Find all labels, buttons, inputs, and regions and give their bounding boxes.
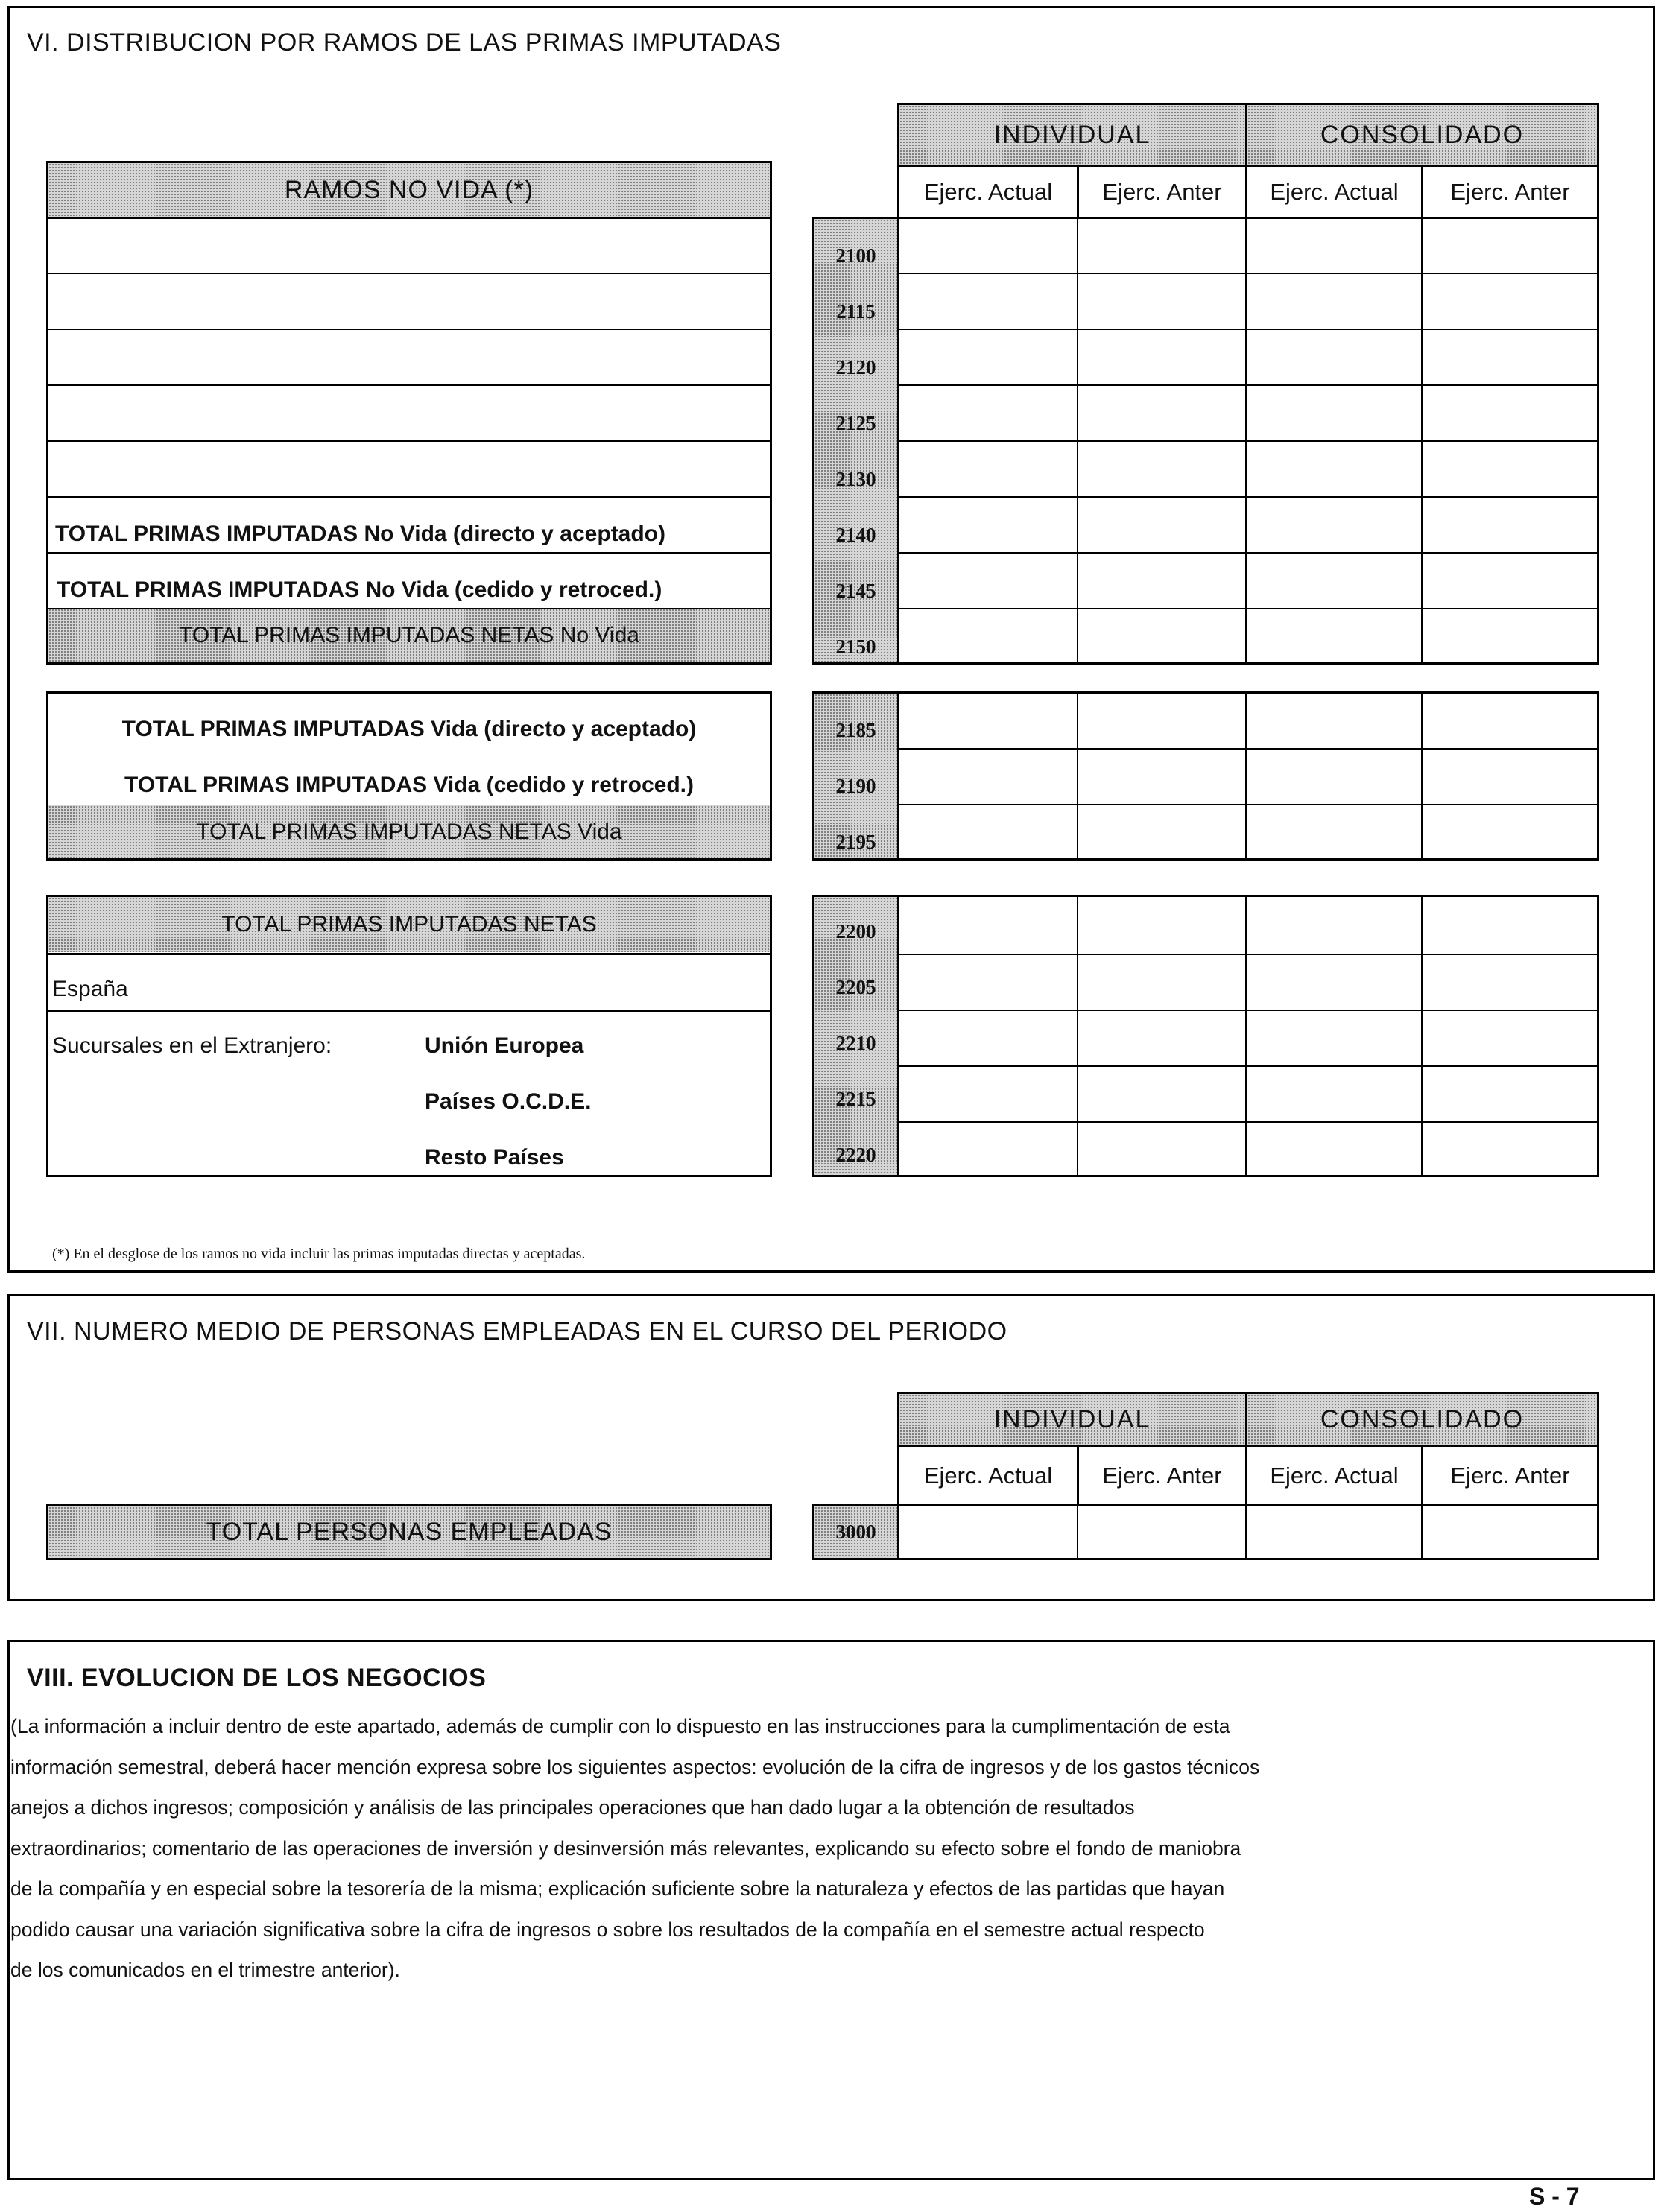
section-6-title: VI. DISTRIBUCION POR RAMOS DE LAS PRIMAS IMPUTADAS	[27, 28, 782, 57]
vida-value-grid	[897, 691, 1599, 861]
code-2125: 2125	[835, 412, 876, 434]
col-header-individual-actual: Ejerc. Actual	[897, 165, 1079, 219]
no-vida-value-grid	[897, 217, 1599, 665]
code-2145: 2145	[835, 580, 876, 602]
s7-col-individual-anter: Ejerc. Anter	[1077, 1445, 1247, 1506]
page-number: S - 7	[1529, 2183, 1580, 2210]
label-2145: TOTAL PRIMAS IMPUTADAS No Vida (cedido y retroced.)	[57, 577, 662, 602]
ramos-no-vida-header: RAMOS NO VIDA (*)	[46, 161, 772, 219]
code-2195: 2195	[835, 831, 876, 853]
total-personas-label: TOTAL PERSONAS EMPLEADAS	[46, 1504, 772, 1560]
s7-col-consolidado-anter: Ejerc. Anter	[1421, 1445, 1599, 1506]
code-2210: 2210	[835, 1032, 876, 1054]
evolucion-line: de la compañía y en especial sobre la tesorería de la misma; explicación suficiente sobre la naturaleza y efectos de las partidas que hayan	[10, 1877, 1225, 1900]
code-2120: 2120	[835, 356, 876, 378]
code-2150: 2150	[835, 636, 876, 658]
code-2200: 2200	[835, 920, 876, 942]
s7-col-consolidado-actual: Ejerc. Actual	[1245, 1445, 1423, 1506]
evolucion-line: información semestral, deberá hacer mención expresa sobre los siguientes aspectos: evolución de la cifra de ingresos y de los gastos técnicos	[10, 1755, 1260, 1778]
label-2190: TOTAL PRIMAS IMPUTADAS Vida (cedido y retroced.)	[124, 773, 694, 797]
s7-consolidado-header: CONSOLIDADO	[1245, 1392, 1599, 1447]
code-2190: 2190	[835, 775, 876, 797]
label-2140: TOTAL PRIMAS IMPUTADAS No Vida (directo y aceptado)	[55, 522, 665, 546]
label-espana: España	[52, 977, 128, 1001]
code-3000: 3000	[812, 1504, 899, 1560]
personas-value-row[interactable]	[897, 1504, 1599, 1560]
evolucion-line: (La información a incluir dentro de este apartado, además de cumplir con lo dispuesto en las instrucciones para la cumplimentación de esta	[10, 1715, 1230, 1737]
label-2185: TOTAL PRIMAS IMPUTADAS Vida (directo y aceptado)	[121, 717, 697, 741]
col-header-individual-anter: Ejerc. Anter	[1077, 165, 1247, 219]
consolidado-header: CONSOLIDADO	[1245, 103, 1599, 167]
col-header-consolidado-anter: Ejerc. Anter	[1421, 165, 1599, 219]
code-2220: 2220	[835, 1144, 876, 1166]
individual-header: INDIVIDUAL	[897, 103, 1247, 167]
s7-individual-header: INDIVIDUAL	[897, 1392, 1247, 1447]
label-sucursales: Sucursales en el Extranjero:	[52, 1033, 332, 1058]
evolucion-line: anejos a dichos ingresos; composición y análisis de las principales operaciones que han dado lugar a la obtención de resultados	[10, 1796, 1135, 1819]
code-2215: 2215	[835, 1088, 876, 1110]
s7-col-individual-actual: Ejerc. Actual	[897, 1445, 1079, 1506]
label-resto-paises: Resto Países	[425, 1145, 564, 1170]
code-2130: 2130	[835, 468, 876, 490]
label-paises-ocde: Países O.C.D.E.	[425, 1089, 592, 1114]
code-2115: 2115	[836, 300, 876, 323]
label-2150: TOTAL PRIMAS IMPUTADAS NETAS No Vida	[48, 609, 770, 662]
section-8-title: VIII. EVOLUCION DE LOS NEGOCIOS	[27, 1664, 487, 1692]
label-2200: TOTAL PRIMAS IMPUTADAS NETAS	[48, 897, 770, 952]
evolucion-line: extraordinarios; comentario de las operaciones de inversión y desinversión más relevantes, explicando su efecto sobre el fondo de maniobra	[10, 1837, 1241, 1860]
evolucion-text[interactable]	[10, 1706, 1642, 1991]
code-2205: 2205	[835, 976, 876, 998]
code-2185: 2185	[835, 719, 876, 741]
col-header-consolidado-actual: Ejerc. Actual	[1245, 165, 1423, 219]
label-2195: TOTAL PRIMAS IMPUTADAS NETAS Vida	[48, 805, 770, 858]
label-union-europea: Unión Europea	[425, 1033, 584, 1058]
netas-value-grid	[897, 895, 1599, 1177]
evolucion-line: de los comunicados en el trimestre anterior).	[10, 1959, 400, 1981]
code-2140: 2140	[835, 524, 876, 546]
evolucion-line: podido causar una variación significativa sobre la cifra de ingresos o sobre los resultados de la compañía en el semestre actual respecto	[10, 1918, 1205, 1941]
section-7-title: VII. NUMERO MEDIO DE PERSONAS EMPLEADAS EN EL CURSO DEL PERIODO	[27, 1317, 1007, 1346]
footnote: (*) En el desglose de los ramos no vida incluir las primas imputadas directas y aceptadas.	[52, 1246, 586, 1262]
code-2100: 2100	[835, 244, 876, 267]
